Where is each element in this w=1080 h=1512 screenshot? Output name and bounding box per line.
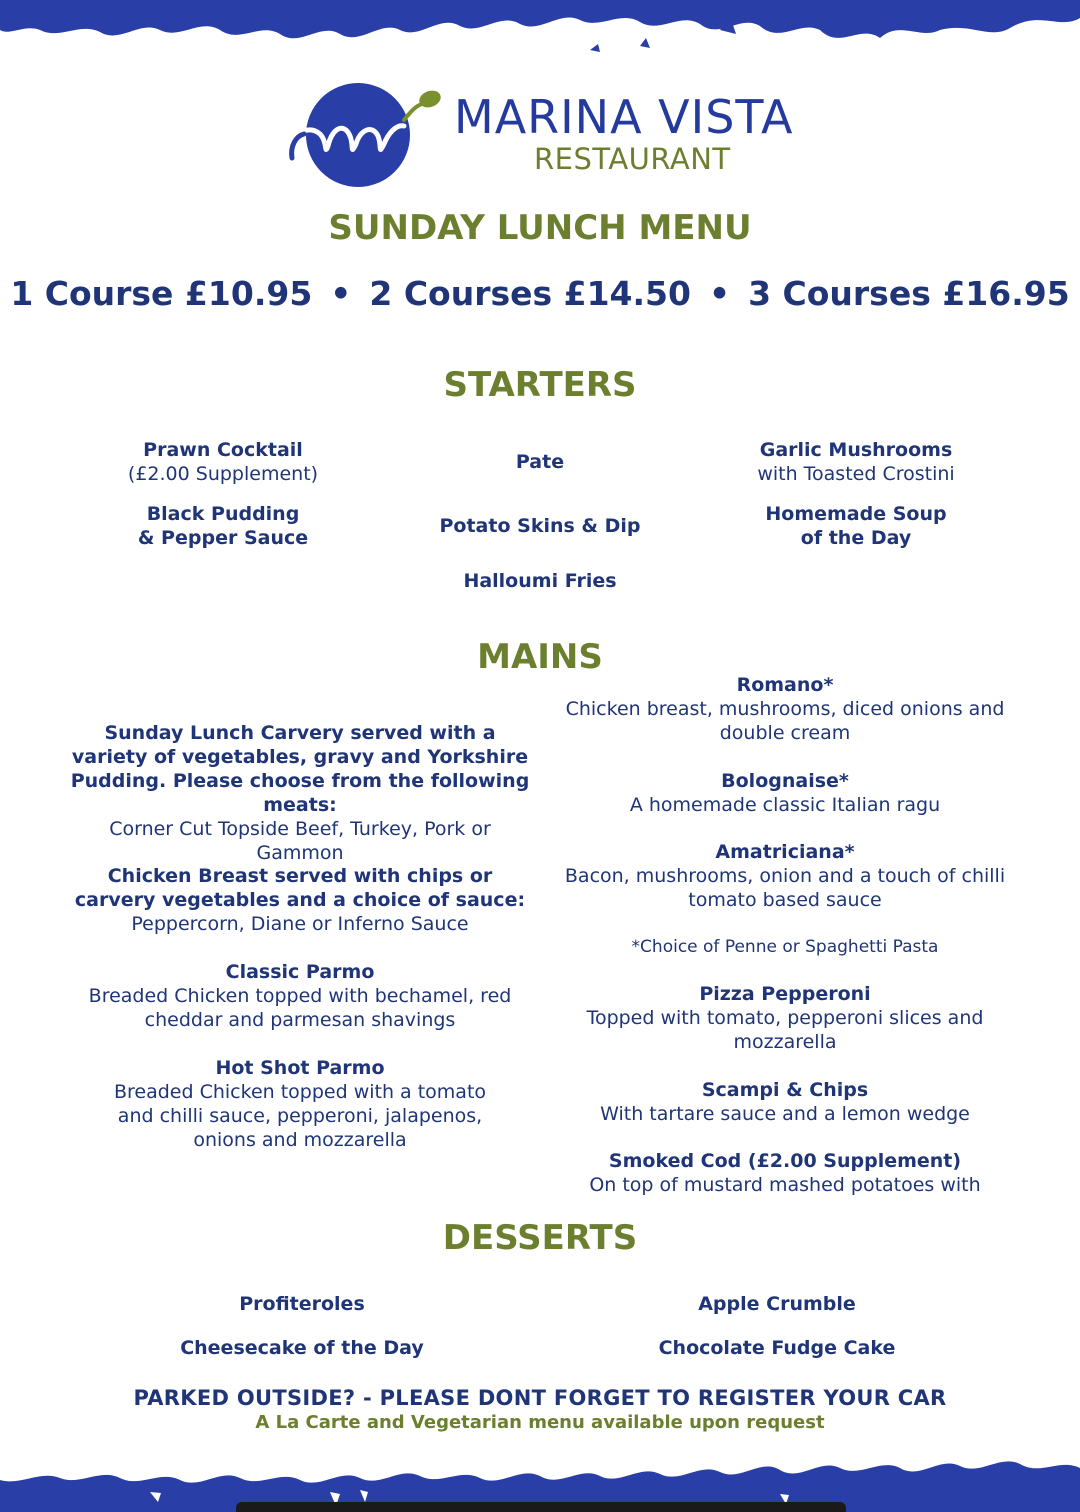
dessert-item (152, 1292, 452, 1316)
main-item (555, 840, 1015, 912)
olive-swirl-icon (284, 80, 454, 190)
item-description: On top of mustard mashed potatoes with (589, 1174, 981, 1196)
price-two-courses: 2 Courses £14.50 (369, 274, 691, 313)
item-name: Scampi & Chips (701, 1079, 869, 1101)
item-description: of the Day (800, 527, 912, 549)
bottom-brush-border (0, 1432, 1080, 1512)
item-name: Amatriciana* (715, 841, 855, 863)
main-item (555, 1149, 1015, 1197)
item-description: Peppercorn, Diane or Inferno Sauce (131, 913, 469, 935)
mains-heading: MAINS (477, 637, 603, 677)
price-one-course: 1 Course £10.95 (10, 274, 313, 313)
home-indicator[interactable] (236, 1502, 846, 1512)
starters-heading: STARTERS (443, 365, 637, 405)
item-name: Apple Crumble (698, 1293, 856, 1315)
item-name: Smoked Cod (£2.00 Supplement) (608, 1150, 962, 1172)
desserts-heading: DESSERTS (442, 1218, 638, 1258)
dessert-item (627, 1336, 927, 1360)
starter-item (73, 438, 373, 486)
starter-item (706, 502, 1006, 550)
item-name: Halloumi Fries (463, 570, 617, 592)
top-brush-border (0, 0, 1080, 80)
main-item (70, 864, 530, 936)
brand-name: MARINA VISTA (454, 90, 794, 144)
dessert-item (152, 1336, 452, 1360)
pasta-note (555, 935, 1015, 959)
starter-item (390, 450, 690, 474)
price-separator: • (330, 274, 352, 313)
main-item (95, 1056, 505, 1152)
item-name: Profiteroles (239, 1293, 365, 1315)
brand-subtitle: RESTAURANT (534, 142, 731, 176)
item-description: *Choice of Penne or Spaghetti Pasta (631, 937, 939, 957)
main-item (555, 673, 1015, 745)
menu-title: SUNDAY LUNCH MENU (328, 208, 752, 248)
main-item (555, 769, 1015, 817)
item-description: With tartare sauce and a lemon wedge (600, 1103, 970, 1125)
item-name: Chocolate Fudge Cake (658, 1337, 896, 1359)
parking-notice: PARKED OUTSIDE? - PLEASE DONT FORGET TO REGISTER YOUR CAR (133, 1386, 947, 1410)
main-item (70, 960, 530, 1032)
price-three-courses: 3 Courses £16.95 (748, 274, 1070, 313)
item-description: (£2.00 Supplement) (127, 463, 319, 485)
item-name: Pizza Pepperoni (699, 983, 871, 1005)
item-description: & Pepper Sauce (137, 527, 309, 549)
item-name: Hot Shot Parmo (215, 1057, 385, 1079)
main-item (70, 721, 530, 865)
item-name: Homemade Soup (765, 503, 947, 525)
item-description: Breaded Chicken topped with a tomato and chilli sauce, pepperoni, jalapenos, onions and mozzarella (113, 1081, 487, 1151)
item-name: Prawn Cocktail (143, 439, 303, 461)
item-name: Chicken Breast served with chips or carvery vegetables and a choice of sauce: (74, 865, 526, 911)
item-name: Garlic Mushrooms (759, 439, 953, 461)
main-item (555, 982, 1015, 1054)
starter-item (73, 502, 373, 550)
price-row (0, 274, 1080, 313)
dessert-item (627, 1292, 927, 1316)
starter-item (390, 514, 690, 538)
restaurant-logo (284, 80, 824, 190)
item-name: Cheesecake of the Day (180, 1337, 424, 1359)
item-description: with Toasted Crostini (757, 463, 955, 485)
item-description: Breaded Chicken topped with bechamel, red cheddar and parmesan shavings (88, 985, 512, 1031)
item-name: Pate (515, 451, 565, 473)
item-name: Black Pudding (146, 503, 300, 525)
item-name: Sunday Lunch Carvery served with a variety of vegetables, gravy and Yorkshire Pudding. Please choose from the following meats: (70, 722, 530, 816)
main-item (555, 1078, 1015, 1126)
item-name: Potato Skins & Dip (439, 515, 641, 537)
starter-item (390, 569, 690, 593)
starter-item (706, 438, 1006, 486)
item-name: Romano* (736, 674, 834, 696)
item-name: Bolognaise* (721, 770, 849, 792)
item-description: Topped with tomato, pepperoni slices and mozzarella (586, 1007, 984, 1053)
price-separator: • (708, 274, 731, 313)
item-name: Classic Parmo (225, 961, 375, 983)
item-description: Bacon, mushrooms, onion and a touch of chilli tomato based sauce (564, 865, 1006, 911)
item-description: Chicken breast, mushrooms, diced onions and double cream (565, 698, 1005, 744)
menu-availability-note: A La Carte and Vegetarian menu available upon request (255, 1412, 825, 1433)
item-description: Corner Cut Topside Beef, Turkey, Pork or Gammon (109, 818, 491, 864)
item-description: A homemade classic Italian ragu (629, 794, 941, 816)
